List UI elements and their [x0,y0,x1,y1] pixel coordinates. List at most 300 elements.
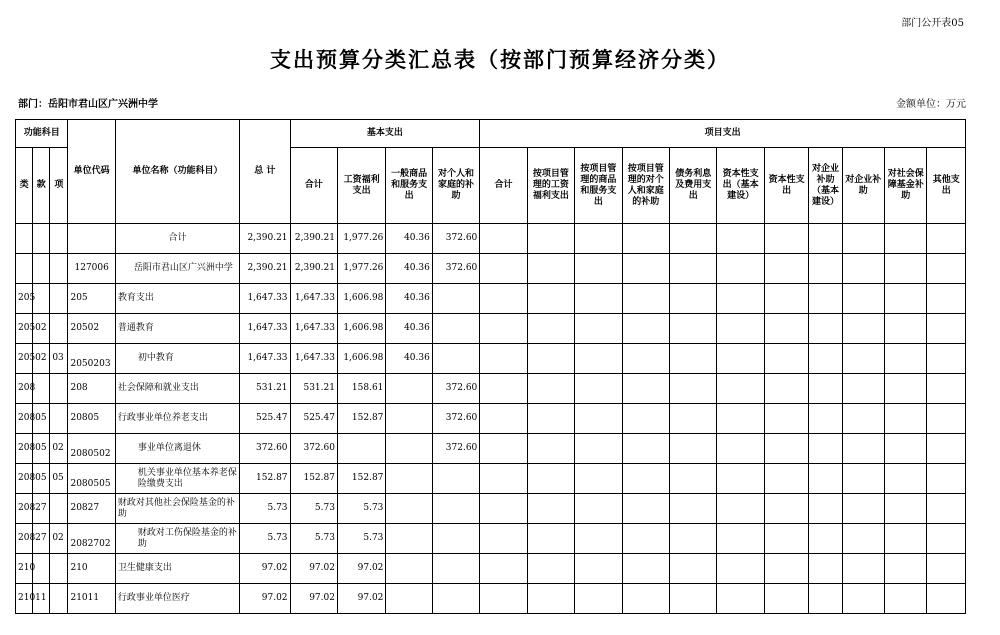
cell-basic-salary: 152.87 [337,464,385,494]
cell-basic-salary: 1,606.98 [337,344,385,374]
cell-basic-salary: 158.61 [337,374,385,404]
cell-basic-personal [432,314,479,344]
cell-project-empty [717,374,764,404]
table-row [16,224,966,254]
cell-basic-personal [432,584,479,614]
cell-basic-goods [386,494,432,524]
cell-unit-name: 卫生健康支出 [115,554,239,584]
cell-project-empty [764,524,808,554]
cell-project-empty [764,434,808,464]
cell-project-empty [670,404,717,434]
cell-unit-code: 2080505 [68,464,115,494]
cell-total: 525.47 [240,404,290,434]
cell-project-empty [670,434,717,464]
cell-project-empty [764,554,808,584]
cell-project-empty [622,494,669,524]
cell-basic-personal [432,494,479,524]
cell-basic-total: 372.60 [290,434,337,464]
cell-basic-total: 97.02 [290,584,337,614]
cell-project-empty [622,224,669,254]
cell-total: 5.73 [240,494,290,524]
cell-project-empty [527,344,574,374]
cell-project-empty [527,404,574,434]
table-row [16,584,966,614]
cell-project-empty [670,344,717,374]
cell-basic-personal [432,524,479,554]
table-row [16,344,966,374]
cell-project-empty [764,314,808,344]
cell-basic-personal [432,284,479,314]
table-body [16,224,966,614]
cell-project-empty [764,464,808,494]
cell-project-empty [717,494,764,524]
cell-project-empty [480,224,527,254]
cell-kuan: 27 [33,524,50,554]
cell-basic-personal: 372.60 [432,374,479,404]
cell-kuan: 02 [33,344,50,374]
cell-basic-salary: 5.73 [337,494,385,524]
cell-project-empty [670,554,717,584]
cell-project-empty [480,254,527,284]
cell-kuan: 11 [33,584,50,614]
cell-unit-name: 财政对工伤保险基金的补助 [115,524,239,554]
cell-unit-code: 2080502 [68,434,115,464]
cell-project-empty [527,554,574,584]
cell-project-empty [717,254,764,284]
cell-unit-code: 2082702 [68,524,115,554]
header-total: 总 计 [240,120,290,224]
cell-project-empty [575,224,622,254]
cell-project-empty [527,494,574,524]
cell-xiang [50,494,68,524]
cell-unit-code: 21011 [68,584,115,614]
cell-total: 152.87 [240,464,290,494]
cell-basic-total: 1,647.33 [290,344,337,374]
cell-project-empty [527,314,574,344]
table-row [16,284,966,314]
cell-project-empty [480,434,527,464]
cell-unit-code [68,224,115,254]
cell-project-empty [622,404,669,434]
cell-project-empty [670,524,717,554]
cell-project-empty [622,314,669,344]
cell-project-empty [885,224,927,254]
cell-total: 372.60 [240,434,290,464]
cell-project-empty [885,284,927,314]
cell-basic-personal: 372.60 [432,224,479,254]
cell-basic-total: 97.02 [290,554,337,584]
cell-basic-goods: 40.36 [386,344,432,374]
cell-project-empty [842,374,884,404]
cell-total: 1,647.33 [240,344,290,374]
department-label: 部门：岳阳市君山区广兴洲中学 [18,99,158,110]
cell-basic-goods: 40.36 [386,224,432,254]
cell-project-empty [809,434,842,464]
cell-basic-salary: 97.02 [337,584,385,614]
cell-unit-name: 事业单位离退休 [115,434,239,464]
cell-basic-goods: 40.36 [386,254,432,284]
cell-project-empty [842,224,884,254]
cell-unit-code: 20827 [68,494,115,524]
cell-project-empty [927,404,966,434]
cell-basic-salary: 152.87 [337,404,385,434]
cell-basic-salary: 1,977.26 [337,224,385,254]
header-func-subject: 功能科目 [16,120,68,148]
table-row [16,494,966,524]
cell-unit-code: 210 [68,554,115,584]
cell-project-empty [809,554,842,584]
cell-project-empty [717,314,764,344]
cell-lei: 208 [16,464,33,494]
cell-basic-total: 531.21 [290,374,337,404]
cell-lei: 208 [16,524,33,554]
cell-project-empty [842,434,884,464]
cell-basic-total: 1,647.33 [290,314,337,344]
cell-project-empty [764,404,808,434]
cell-project-empty [670,284,717,314]
cell-project-empty [764,284,808,314]
header-proj-social: 对社会保障基金补助 [885,148,927,224]
cell-project-empty [670,314,717,344]
cell-project-empty [764,224,808,254]
cell-unit-name: 行政事业单位养老支出 [115,404,239,434]
cell-unit-name: 合计 [115,224,239,254]
table-row [16,464,966,494]
cell-unit-code: 127006 [68,254,115,284]
cell-project-empty [575,464,622,494]
cell-project-empty [480,584,527,614]
cell-project-empty [885,404,927,434]
cell-unit-code: 2050203 [68,344,115,374]
cell-xiang [50,224,68,254]
cell-project-empty [480,344,527,374]
cell-project-empty [575,344,622,374]
cell-project-empty [927,374,966,404]
cell-project-empty [764,254,808,284]
cell-basic-total: 2,390.21 [290,224,337,254]
table-row [16,314,966,344]
budget-table [15,119,966,614]
cell-basic-personal [432,464,479,494]
cell-project-empty [842,284,884,314]
cell-xiang [50,404,68,434]
cell-project-empty [927,584,966,614]
header-xiang: 项 [50,148,68,224]
header-proj-personal: 按项目管理的对个人和家庭的补助 [622,148,669,224]
cell-basic-salary: 1,606.98 [337,284,385,314]
cell-project-empty [927,224,966,254]
cell-xiang [50,374,68,404]
cell-project-empty [717,404,764,434]
cell-xiang: 02 [50,524,68,554]
cell-xiang [50,554,68,584]
cell-kuan: 02 [33,314,50,344]
cell-basic-total: 525.47 [290,404,337,434]
cell-project-empty [809,494,842,524]
cell-basic-total: 2,390.21 [290,254,337,284]
cell-project-empty [622,254,669,284]
cell-kuan: 05 [33,464,50,494]
cell-basic-personal: 372.60 [432,404,479,434]
cell-project-empty [480,464,527,494]
cell-basic-total: 5.73 [290,524,337,554]
cell-kuan: 05 [33,404,50,434]
cell-xiang [50,254,68,284]
cell-project-empty [717,344,764,374]
cell-project-empty [670,374,717,404]
cell-unit-name: 普通教育 [115,314,239,344]
cell-project-empty [575,584,622,614]
cell-project-empty [809,314,842,344]
cell-kuan [33,254,50,284]
cell-unit-name: 初中教育 [115,344,239,374]
cell-project-empty [480,314,527,344]
cell-project-empty [842,254,884,284]
cell-lei: 208 [16,404,33,434]
cell-lei: 205 [16,314,33,344]
form-code: 部门公开表05 [901,18,964,29]
cell-project-empty [809,344,842,374]
table-row [16,524,966,554]
cell-project-empty [480,374,527,404]
cell-project-empty [575,284,622,314]
cell-project-empty [885,584,927,614]
header-proj-capital-basic: 资本性支出（基本建设） [717,148,764,224]
cell-project-empty [670,224,717,254]
cell-project-empty [842,314,884,344]
cell-project-empty [670,464,717,494]
cell-basic-goods [386,434,432,464]
cell-total: 97.02 [240,554,290,584]
cell-project-empty [927,494,966,524]
cell-project-empty [809,584,842,614]
cell-project-empty [885,464,927,494]
cell-lei: 208 [16,374,33,404]
header-proj-capital: 资本性支出 [764,148,808,224]
cell-project-empty [480,524,527,554]
cell-project-empty [575,434,622,464]
cell-project-empty [764,374,808,404]
header-basic-salary: 工资福利支出 [337,148,385,224]
cell-project-empty [670,494,717,524]
cell-project-empty [527,464,574,494]
cell-project-empty [527,284,574,314]
cell-project-empty [717,224,764,254]
cell-project-empty [575,494,622,524]
cell-kuan: 05 [33,434,50,464]
cell-project-empty [764,344,808,374]
cell-project-empty [622,284,669,314]
cell-project-empty [480,554,527,584]
cell-lei [16,254,33,284]
cell-basic-salary: 5.73 [337,524,385,554]
cell-project-empty [527,224,574,254]
header-unit-code: 单位代码 [68,120,115,224]
cell-basic-personal [432,344,479,374]
cell-project-empty [927,254,966,284]
cell-unit-name: 行政事业单位医疗 [115,584,239,614]
cell-total: 1,647.33 [240,284,290,314]
cell-lei: 210 [16,554,33,584]
cell-basic-salary: 97.02 [337,554,385,584]
table-row [16,434,966,464]
cell-unit-name: 机关事业单位基本养老保险缴费支出 [115,464,239,494]
cell-project-empty [575,374,622,404]
cell-project-empty [809,524,842,554]
cell-project-empty [670,584,717,614]
cell-basic-personal [432,554,479,584]
cell-lei: 210 [16,584,33,614]
cell-project-empty [527,434,574,464]
cell-unit-name: 财政对其他社会保险基金的补助 [115,494,239,524]
table-row [16,554,966,584]
cell-basic-total: 5.73 [290,494,337,524]
cell-project-empty [885,554,927,584]
cell-project-empty [575,524,622,554]
cell-total: 2,390.21 [240,224,290,254]
cell-project-empty [809,374,842,404]
cell-project-empty [842,584,884,614]
cell-project-empty [927,344,966,374]
cell-lei [16,224,33,254]
cell-project-empty [717,584,764,614]
cell-xiang [50,284,68,314]
cell-unit-code: 205 [68,284,115,314]
cell-total: 5.73 [240,524,290,554]
cell-project-empty [809,224,842,254]
cell-basic-goods [386,464,432,494]
header-basic-goods: 一般商品和服务支出 [386,148,432,224]
cell-lei: 208 [16,434,33,464]
header-proj-enterprise: 对企业补助 [842,148,884,224]
cell-project-empty [670,254,717,284]
header-basic-total: 合计 [290,148,337,224]
cell-project-empty [764,494,808,524]
table-row [16,374,966,404]
cell-basic-goods: 40.36 [386,314,432,344]
cell-project-empty [809,464,842,494]
cell-project-empty [480,284,527,314]
cell-xiang [50,584,68,614]
cell-unit-name: 社会保障和就业支出 [115,374,239,404]
cell-project-empty [575,314,622,344]
cell-project-empty [527,374,574,404]
cell-basic-personal: 372.60 [432,434,479,464]
cell-project-empty [575,254,622,284]
cell-project-empty [927,554,966,584]
cell-project-empty [717,554,764,584]
cell-xiang: 05 [50,464,68,494]
cell-project-empty [527,254,574,284]
header-unit-name: 单位名称（功能科目） [115,120,239,224]
cell-kuan [33,374,50,404]
cell-project-empty [842,344,884,374]
cell-project-empty [622,584,669,614]
header-basic-personal: 对个人和家庭的补助 [432,148,479,224]
cell-unit-code: 20502 [68,314,115,344]
cell-project-empty [809,254,842,284]
cell-project-empty [622,524,669,554]
cell-basic-personal: 372.60 [432,254,479,284]
header-proj-other: 其他支出 [927,148,966,224]
cell-basic-goods [386,584,432,614]
cell-project-empty [622,344,669,374]
amount-unit-label: 金额单位：万元 [896,99,966,110]
header-proj-goods: 按项目管理的商品和服务支出 [575,148,622,224]
cell-project-empty [717,524,764,554]
cell-project-empty [885,524,927,554]
page-title: 支出预算分类汇总表（按部门预算经济分类） [270,47,730,72]
cell-basic-goods [386,374,432,404]
header-proj-enterprise-basic: 对企业补助（基本建设） [809,148,842,224]
cell-project-empty [927,464,966,494]
cell-xiang: 02 [50,434,68,464]
cell-project-empty [622,434,669,464]
cell-basic-total: 152.87 [290,464,337,494]
cell-lei: 208 [16,494,33,524]
cell-basic-goods [386,404,432,434]
cell-kuan [33,224,50,254]
header-proj-debt: 债务利息及费用支出 [670,148,717,224]
cell-unit-code: 208 [68,374,115,404]
cell-kuan [33,284,50,314]
cell-project-empty [717,464,764,494]
cell-project-empty [885,344,927,374]
cell-project-empty [622,554,669,584]
cell-project-empty [842,494,884,524]
cell-xiang: 03 [50,344,68,374]
cell-project-empty [480,494,527,524]
header-lei: 类 [16,148,33,224]
cell-project-empty [927,434,966,464]
cell-project-empty [927,314,966,344]
cell-basic-total: 1,647.33 [290,284,337,314]
cell-project-empty [809,284,842,314]
header-proj-total: 合计 [480,148,527,224]
cell-project-empty [885,434,927,464]
cell-xiang [50,314,68,344]
cell-project-empty [927,284,966,314]
table-row [16,254,966,284]
cell-project-empty [480,404,527,434]
cell-project-empty [885,374,927,404]
header-basic: 基本支出 [290,120,480,148]
cell-total: 2,390.21 [240,254,290,284]
cell-project-empty [764,584,808,614]
cell-project-empty [885,254,927,284]
cell-project-empty [842,464,884,494]
cell-project-empty [622,374,669,404]
cell-project-empty [842,524,884,554]
cell-kuan: 27 [33,494,50,524]
cell-basic-goods [386,554,432,584]
table-row [16,404,966,434]
cell-project-empty [842,404,884,434]
cell-kuan [33,554,50,584]
cell-basic-salary: 1,606.98 [337,314,385,344]
cell-project-empty [622,464,669,494]
cell-unit-name: 岳阳市君山区广兴洲中学 [115,254,239,284]
cell-lei: 205 [16,344,33,374]
cell-project-empty [575,404,622,434]
cell-project-empty [527,524,574,554]
cell-basic-goods [386,524,432,554]
cell-project-empty [927,524,966,554]
cell-lei: 205 [16,284,33,314]
header-project: 项目支出 [480,120,966,148]
cell-total: 1,647.33 [240,314,290,344]
header-kuan: 款 [33,148,50,224]
